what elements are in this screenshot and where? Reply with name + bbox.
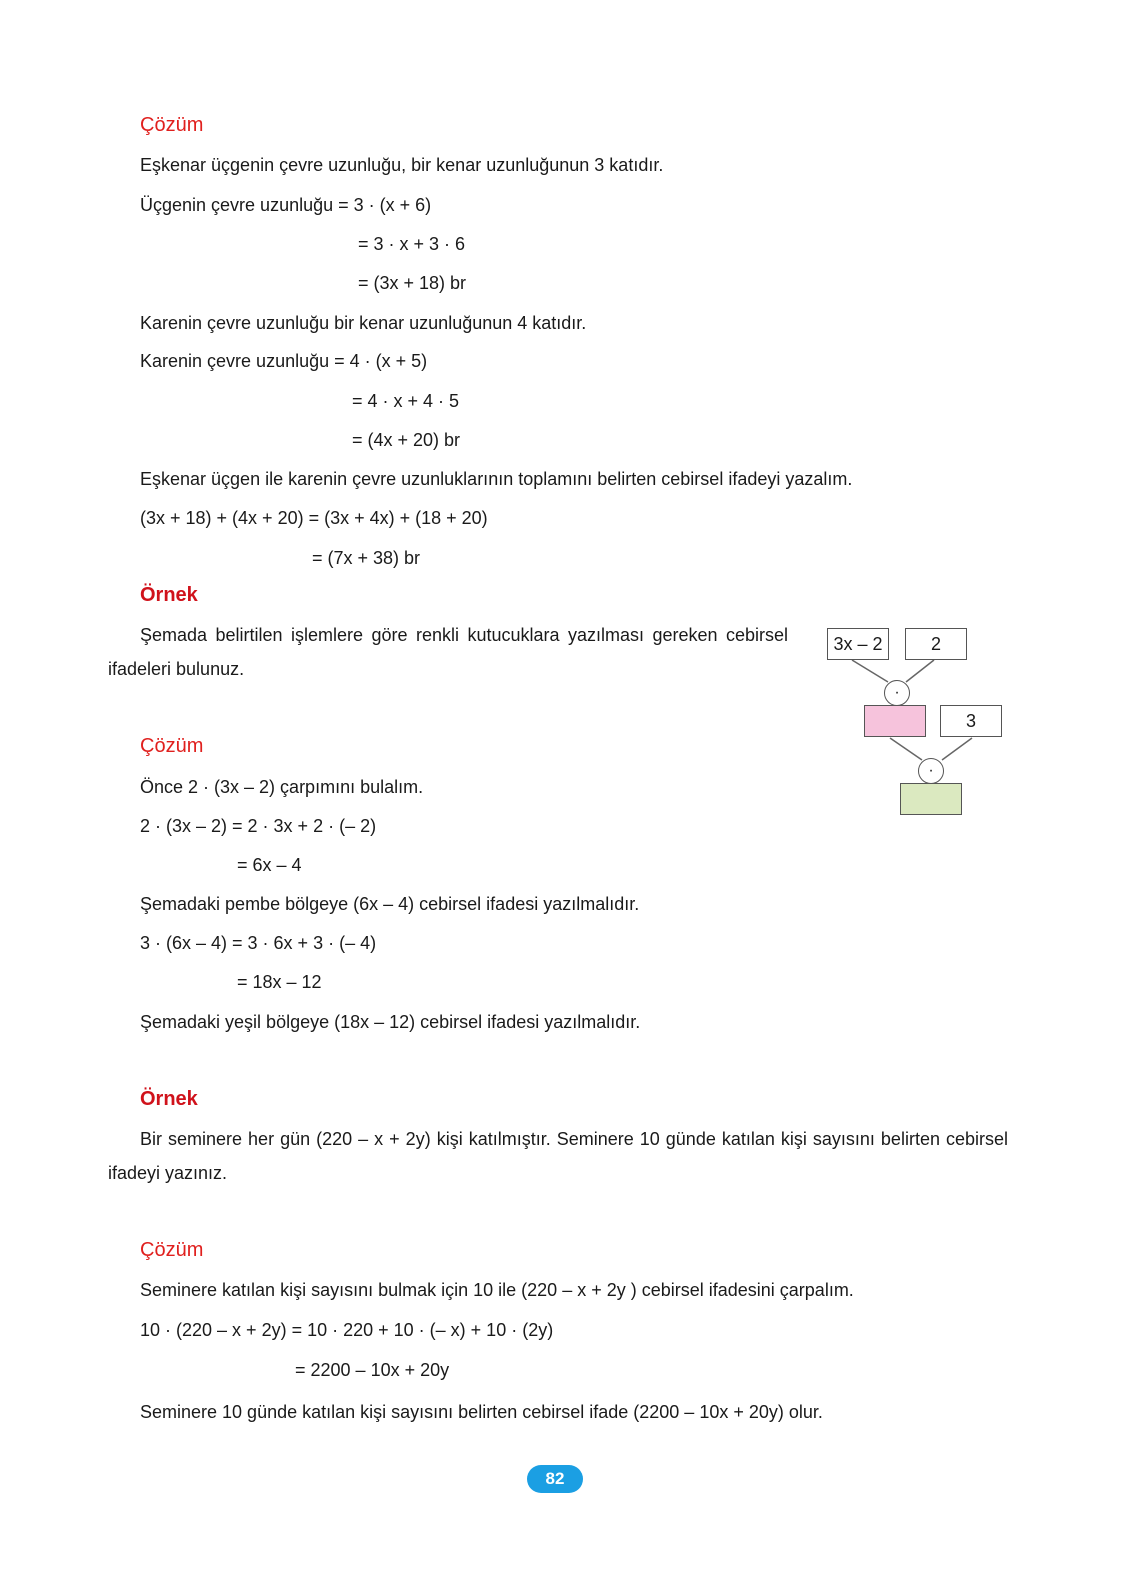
equation-line: = 6x – 4 [237,855,302,875]
text-line: Şemadaki pembe bölgeye (6x – 4) cebirsel ifadesi yazılmalıdır. [140,894,640,914]
text-line: Eşkenar üçgenin çevre uzunluğu, bir kenar uzunluğunun 3 katıdır. [140,155,664,175]
equation-line: = (7x + 38) br [312,548,421,568]
input-box-2: 2 [905,628,967,660]
equation-line: = 18x – 12 [237,972,322,992]
text-line: Karenin çevre uzunluğu bir kenar uzunluğunun 4 katıdır. [140,313,587,333]
equation-line: 2 · (3x – 2) = 2 · 3x + 2 · (– 2) [140,816,377,836]
connector-line [890,738,922,760]
equation-line: = 3 · x + 3 · 6 [358,234,466,254]
text-line: Eşkenar üçgen ile karenin çevre uzunluklarının toplamını belirten cebirsel ifadeyi yazalım. [140,469,853,489]
page-number-badge: 82 [527,1465,583,1493]
input-box-3: 3 [940,705,1002,737]
solution-heading: Çözüm [140,114,204,136]
multiply-operator-icon: · [918,758,944,784]
equation-line: = (3x + 18) br [358,273,467,293]
example-question: Şemada belirtilen işlemlere göre renkli kutucuklara yazılması gereken cebirsel ifadeleri bulunuz. [108,625,788,679]
pink-result-box [864,705,926,737]
equation-line: Karenin çevre uzunluğu = 4 · (x + 5) [140,351,428,371]
connector-line [906,660,934,682]
text-line: Seminere 10 günde katılan kişi sayısını belirten cebirsel ifade (2200 – 10x + 20y) olur. [140,1402,823,1422]
equation-line: 3 · (6x – 4) = 3 · 6x + 3 · (– 4) [140,933,377,953]
operation-diagram [820,620,1020,830]
connector-line [942,738,972,760]
text-line: Önce 2 · (3x – 2) çarpımını bulalım. [140,777,424,797]
equation-line: 10 · (220 – x + 2y) = 10 · 220 + 10 · (– x) + 10 · (2y) [140,1320,554,1340]
multiply-operator-icon: · [884,680,910,706]
example-heading: Örnek [140,1088,198,1110]
example-heading: Örnek [140,584,198,606]
equation-line: = 4 · x + 4 · 5 [352,391,460,411]
green-result-box [900,783,962,815]
example-question: Bir seminere her gün (220 – x + 2y) kişi katılmıştır. Seminere 10 günde katılan kişi sayısını belirten cebirsel ifadeyi yazınız. [108,1129,1008,1183]
input-box-3x-minus-2: 3x – 2 [827,628,889,660]
equation-line: = 2200 – 10x + 20y [295,1360,450,1380]
equation-line: Üçgenin çevre uzunluğu = 3 · (x + 6) [140,195,432,215]
solution-heading: Çözüm [140,1239,204,1261]
solution-heading: Çözüm [140,735,204,757]
text-line: Şemadaki yeşil bölgeye (18x – 12) cebirsel ifadesi yazılmalıdır. [140,1012,641,1032]
text-line: Seminere katılan kişi sayısını bulmak için 10 ile (220 – x + 2y ) cebirsel ifadesini çarpalım. [140,1280,854,1300]
equation-line: = (4x + 20) br [352,430,461,450]
equation-line: (3x + 18) + (4x + 20) = (3x + 4x) + (18 + 20) [140,508,488,528]
connector-line [852,660,888,682]
